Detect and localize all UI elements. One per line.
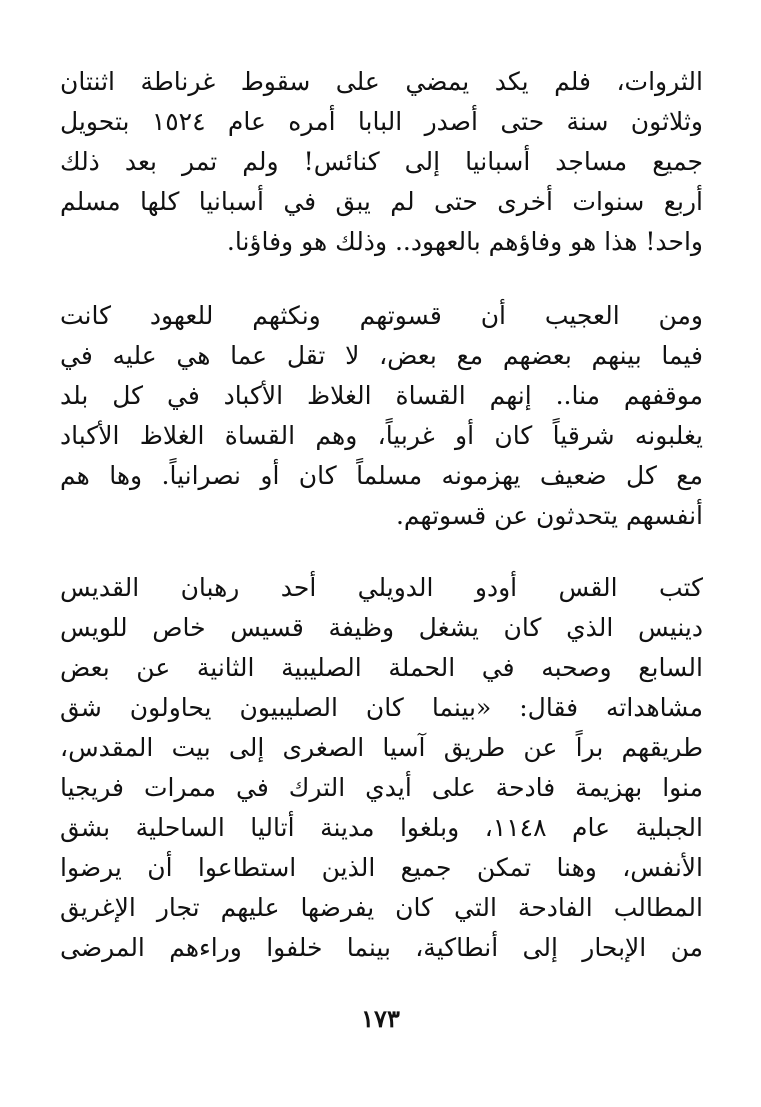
paragraph-3 <box>60 568 703 968</box>
text-line: يغلبونه شرقياً كان أو غربياً، وهم القساة الغلاظ الأكباد <box>60 421 703 450</box>
text-line: طريقهم براً عن طريق آسيا الصغرى إلى بيت المقدس، <box>60 733 703 762</box>
text-line: الأنفس، وهنا تمكن جميع الذين استطاعوا أن يرضوا <box>60 853 703 882</box>
text-line: مع كل ضعيف يهزمونه مسلماً كان أو نصرانياً. وها هم <box>60 461 703 490</box>
text-line: أربع سنوات أخرى حتى لم يبق في أسبانيا كلها مسلم <box>60 187 703 216</box>
paragraph-1 <box>60 62 703 262</box>
text-line: الجبلية عام ١١٤٨، وبلغوا مدينة أتاليا الساحلية بشق <box>60 813 703 842</box>
text-line: دينيس الذي كان يشغل وظيفة قسيس خاص للويس <box>60 613 703 642</box>
text-line: مشاهداته فقال: «بينما كان الصليبيون يحاولون شق <box>60 693 703 722</box>
text-line: السابع وصحبه في الحملة الصليبية الثانية عن بعض <box>60 653 703 682</box>
text-line: كتب القس أودو الدويلي أحد رهبان القديس <box>60 573 703 602</box>
page-number: ١٧٣ <box>361 1004 400 1033</box>
paragraph-2 <box>60 296 703 536</box>
text-line: واحد! هذا هو وفاؤهم بالعهود.. وذلك هو وفاؤنا. <box>226 227 703 256</box>
text-line: وثلاثون سنة حتى أصدر البابا أمره عام ١٥٢٤ بتحويل <box>60 107 703 136</box>
text-line: الثروات، فلم يكد يمضي على سقوط غرناطة اثنتان <box>60 67 703 96</box>
text-line: ومن العجيب أن قسوتهم ونكثهم للعهود كانت <box>60 301 703 330</box>
text-line: موقفهم منا.. إنهم القساة الغلاظ الأكباد في كل بلد <box>60 381 703 410</box>
text-line: أنفسهم يتحدثون عن قسوتهم. <box>395 501 703 530</box>
text-line: منوا بهزيمة فادحة على أيدي الترك في ممرات فريجيا <box>60 773 703 802</box>
text-line: من الإبحار إلى أنطاكية، بينما خلفوا وراءهم المرضى <box>60 933 703 962</box>
text-line: المطالب الفادحة التي كان يفرضها عليهم تجار الإغريق <box>60 893 703 922</box>
text-line: فيما بينهم بعضهم مع بعض، لا تقل عما هي عليه في <box>60 341 703 370</box>
text-line: جميع مساجد أسبانيا إلى كنائس! ولم تمر بعد ذلك <box>60 147 703 176</box>
